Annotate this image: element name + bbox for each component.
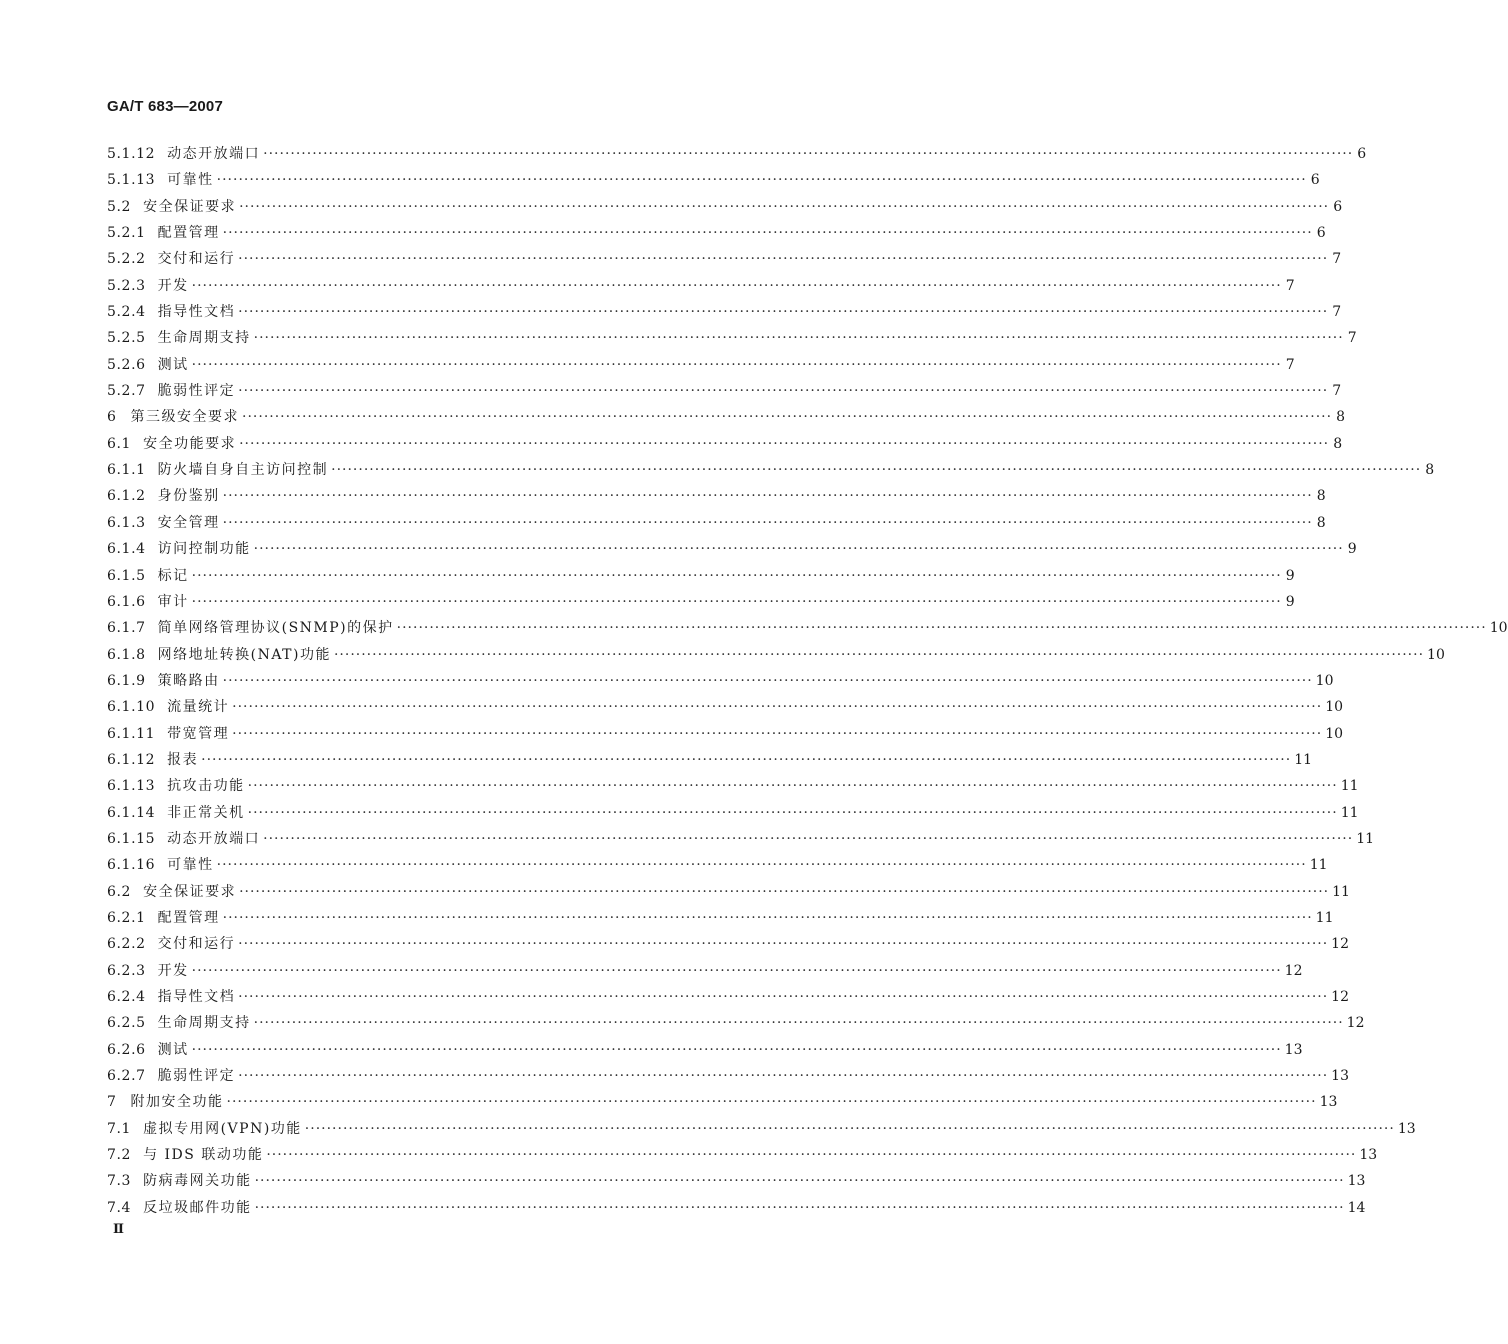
toc-entry-page: 7 [1285, 356, 1295, 373]
toc-entry-page: 7 [1332, 304, 1342, 321]
toc-entry-page: 13 [1359, 1147, 1378, 1164]
toc-entry[interactable] [107, 589, 1295, 615]
toc-leader-dots: ········································································································································································································ [331, 462, 1422, 479]
toc-entry-page: 12 [1331, 989, 1349, 1005]
toc-entry-title: 简单网络管理协议(SNMP)的保护 [157, 620, 394, 637]
toc-entry-page: 6 [1310, 172, 1320, 189]
toc-leader-dots: ········································································································································································································ [222, 225, 1313, 242]
toc-entry-number: 6.1.9 [107, 672, 146, 689]
toc-entry[interactable] [107, 1168, 1366, 1194]
toc-entry-number: 6.1.2 [107, 488, 146, 505]
toc-leader-dots: ········································································································································································································ [396, 620, 1487, 637]
toc-leader-dots: ········································································································································································································ [222, 514, 1313, 531]
toc-entry-title: 开发 [157, 962, 189, 979]
toc-entry-title: 附加安全功能 [130, 1094, 224, 1111]
toc-entry-number: 7.2 [107, 1147, 132, 1164]
toc-entry-title: 交付和运行 [157, 936, 236, 953]
toc-entry-title: 可靠性 [167, 172, 214, 189]
toc-leader-dots: ········································································································································································································ [222, 672, 1313, 689]
toc-leader-dots: ········································································································································································································ [238, 936, 1329, 953]
toc-entry[interactable] [107, 536, 1357, 562]
toc-leader-dots: ········································································································································································································ [191, 567, 1282, 584]
toc-entry-page: 6 [1357, 146, 1367, 162]
toc-entry[interactable] [107, 352, 1295, 378]
toc-entry-page: 13 [1331, 1068, 1349, 1085]
toc-entry-page: 8 [1316, 514, 1326, 531]
toc-entry-title: 非正常关机 [167, 804, 245, 821]
toc-leader-dots: ········································································································································································································ [254, 1199, 1345, 1216]
toc-entry-title: 可靠性 [167, 857, 214, 874]
toc-entry-page: 11 [1309, 857, 1328, 874]
toc-entry-page: 10 [1315, 672, 1334, 689]
toc-entry-title: 测试 [157, 1041, 189, 1058]
toc-entry[interactable] [107, 194, 1343, 220]
toc-entry-title: 反垃圾邮件功能 [143, 1199, 252, 1216]
toc-leader-dots: ········································································································································································································ [253, 1015, 1344, 1032]
toc-entry-page: 8 [1336, 409, 1346, 426]
toc-entry-page: 11 [1332, 883, 1350, 900]
toc-entry-number: 6.1.10 [107, 699, 156, 716]
toc-entry-title: 安全管理 [157, 514, 220, 531]
toc-entry-page: 10 [1489, 620, 1508, 637]
toc-entry-page: 11 [1294, 751, 1313, 768]
toc-entry-title: 带宽管理 [167, 725, 230, 742]
toc-entry-number: 7.1 [107, 1120, 132, 1137]
toc-entry-title: 生命周期支持 [157, 1015, 251, 1032]
toc-leader-dots: ········································································································································································································ [333, 646, 1425, 663]
toc-entry-number: 6.1 [107, 435, 132, 452]
toc-entry-number: 6.1.15 [107, 830, 156, 847]
toc-leader-dots: ········································································································································································································ [253, 330, 1344, 347]
toc-entry-title: 脆弱性评定 [157, 1068, 236, 1085]
toc-entry-page: 11 [1340, 778, 1359, 795]
toc-leader-dots: ········································································································································································································ [242, 409, 1333, 426]
toc-entry[interactable] [107, 220, 1326, 246]
toc-entry[interactable] [107, 642, 1445, 668]
toc-entry-title: 流量统计 [167, 699, 230, 716]
toc-leader-dots: ········································································································································································································ [238, 251, 1329, 268]
toc-leader-dots: ········································································································································································································ [247, 778, 1338, 795]
toc-entry-number: 5.1.12 [107, 146, 156, 162]
toc-entry-page: 9 [1347, 541, 1357, 558]
toc-entry[interactable] [107, 1195, 1366, 1221]
toc-entry[interactable] [107, 1116, 1416, 1142]
toc-leader-dots: ········································································································································································································ [238, 304, 1329, 321]
toc-entry-number: 6.2.3 [107, 962, 146, 979]
toc-entry[interactable] [107, 1063, 1349, 1089]
toc-entry-page: 13 [1397, 1120, 1416, 1137]
toc-entry[interactable] [107, 1037, 1303, 1063]
toc-leader-dots: ········································································································································································································ [201, 751, 1292, 768]
table-of-contents [107, 141, 1508, 1221]
toc-leader-dots: ········································································································································································································ [266, 1147, 1357, 1164]
toc-entry-title: 报表 [167, 751, 199, 768]
toc-entry-page: 12 [1346, 1015, 1365, 1032]
toc-entry-page: 12 [1284, 962, 1303, 979]
toc-leader-dots: ········································································································································································································ [238, 989, 1329, 1005]
toc-leader-dots: ········································································································································································································ [263, 830, 1354, 847]
toc-leader-dots: ········································································································································································································ [247, 804, 1338, 821]
toc-entry-page: 13 [1347, 1173, 1366, 1190]
toc-entry-page: 9 [1285, 567, 1295, 584]
toc-entry-number: 6.2.6 [107, 1041, 146, 1058]
toc-entry[interactable] [107, 299, 1342, 325]
toc-entry[interactable] [107, 694, 1344, 720]
toc-entry-number: 6.1.1 [107, 462, 146, 479]
toc-entry-number: 6.1.13 [107, 778, 156, 795]
toc-leader-dots: ········································································································································································································ [238, 1068, 1329, 1085]
toc-entry-title: 指导性文档 [157, 989, 236, 1005]
toc-entry-number: 6.1.12 [107, 751, 156, 768]
toc-entry[interactable] [107, 378, 1342, 404]
toc-entry-title: 安全保证要求 [143, 198, 237, 215]
toc-entry-number: 6.2 [107, 883, 132, 900]
toc-entry-page: 8 [1333, 435, 1343, 452]
toc-entry-number: 6.2.5 [107, 1015, 146, 1032]
toc-entry[interactable] [107, 510, 1326, 536]
toc-entry-number: 6.2.4 [107, 989, 146, 1005]
toc-leader-dots: ········································································································································································································ [222, 909, 1313, 926]
toc-entry[interactable] [107, 431, 1343, 457]
toc-entry-number: 6.1.4 [107, 541, 146, 558]
toc-entry-title: 与 IDS 联动功能 [143, 1147, 264, 1164]
toc-entry-title: 生命周期支持 [157, 330, 251, 347]
toc-entry-title: 策略路由 [157, 672, 220, 689]
toc-entry[interactable] [107, 747, 1313, 773]
toc-entry-page: 8 [1316, 488, 1326, 505]
toc-entry-title: 审计 [157, 593, 189, 610]
toc-entry-title: 第三级安全要求 [130, 409, 240, 426]
toc-entry-title: 交付和运行 [157, 251, 236, 268]
toc-entry-page: 8 [1425, 462, 1435, 479]
toc-entry[interactable] [107, 852, 1328, 878]
toc-leader-dots: ········································································································································································································ [191, 1041, 1282, 1058]
toc-entry-number: 7.3 [107, 1173, 132, 1190]
toc-entry-number: 5.2.1 [107, 225, 146, 242]
toc-entry-number: 6.1.11 [107, 725, 156, 742]
toc-entry[interactable] [107, 457, 1435, 483]
toc-entry[interactable] [107, 958, 1303, 984]
toc-entry-number: 6.2.2 [107, 936, 146, 953]
toc-leader-dots: ········································································································································································································ [232, 699, 1323, 716]
toc-entry-page: 6 [1333, 198, 1343, 215]
toc-entry-page: 11 [1356, 830, 1375, 847]
toc-leader-dots: ········································································································································································································ [216, 857, 1307, 874]
toc-leader-dots: ········································································································································································································ [216, 172, 1307, 189]
toc-entry[interactable] [107, 483, 1326, 509]
toc-entry-page: 10 [1427, 646, 1445, 663]
toc-entry-number: 5.2.4 [107, 304, 146, 321]
toc-entry[interactable] [107, 273, 1295, 299]
toc-entry[interactable] [107, 931, 1349, 957]
toc-entry-page: 10 [1325, 725, 1344, 742]
toc-entry-title: 指导性文档 [157, 304, 236, 321]
toc-entry-number: 5.2.2 [107, 251, 146, 268]
toc-leader-dots: ········································································································································································································ [239, 883, 1330, 900]
toc-leader-dots: ········································································································································································································ [191, 356, 1282, 373]
toc-entry[interactable] [107, 773, 1359, 799]
toc-entry[interactable] [107, 668, 1334, 694]
page-number-footer: Ⅱ [113, 1222, 124, 1237]
toc-entry-page: 14 [1347, 1199, 1366, 1216]
toc-entry-number: 6.2.7 [107, 1068, 146, 1085]
toc-entry-title: 开发 [157, 277, 189, 294]
toc-entry[interactable] [107, 984, 1349, 1010]
toc-entry-number: 5.2.5 [107, 330, 146, 347]
toc-entry-number: 6.2.1 [107, 909, 146, 926]
toc-entry[interactable] [107, 826, 1375, 852]
toc-leader-dots: ········································································································································································································ [232, 725, 1323, 742]
toc-entry-number: 6 [107, 409, 117, 426]
toc-entry-title: 安全保证要求 [143, 883, 237, 900]
toc-entry[interactable] [107, 141, 1367, 167]
toc-entry-page: 12 [1331, 936, 1349, 953]
toc-entry[interactable] [107, 325, 1357, 351]
toc-entry-page: 11 [1340, 804, 1359, 821]
toc-entry-title: 安全功能要求 [143, 435, 237, 452]
toc-entry-number: 6.1.5 [107, 567, 146, 584]
toc-entry-title: 标记 [157, 567, 189, 584]
toc-entry[interactable] [107, 721, 1344, 747]
toc-leader-dots: ········································································································································································································ [253, 541, 1344, 558]
toc-entry-page: 10 [1325, 699, 1344, 716]
toc-entry[interactable] [107, 167, 1320, 193]
toc-leader-dots: ········································································································································································································ [239, 198, 1330, 215]
toc-entry-number: 6.1.6 [107, 593, 146, 610]
toc-entry-title: 脆弱性评定 [157, 383, 236, 400]
toc-entry-title: 防病毒网关功能 [143, 1173, 252, 1190]
toc-entry-title: 身份鉴别 [157, 488, 220, 505]
toc-entry-title: 配置管理 [157, 225, 220, 242]
toc-entry-number: 5.1.13 [107, 172, 156, 189]
toc-entry[interactable] [107, 800, 1359, 826]
toc-entry-number: 6.1.3 [107, 514, 146, 531]
toc-entry-number: 7.4 [107, 1199, 132, 1216]
toc-entry-page: 11 [1315, 909, 1334, 926]
document-id-header: GA/T 683—2007 [107, 98, 223, 115]
toc-entry[interactable] [107, 1142, 1378, 1168]
toc-entry-page: 7 [1332, 251, 1342, 268]
toc-entry-number: 5.2.6 [107, 356, 146, 373]
toc-entry-page: 13 [1284, 1041, 1303, 1058]
toc-entry-number: 6.1.16 [107, 857, 156, 874]
toc-entry[interactable] [107, 905, 1334, 931]
toc-entry[interactable] [107, 404, 1346, 430]
toc-entry[interactable] [107, 879, 1350, 905]
toc-leader-dots: ········································································································································································································ [226, 1094, 1317, 1111]
toc-leader-dots: ········································································································································································································ [254, 1173, 1345, 1190]
toc-entry[interactable] [107, 615, 1508, 641]
toc-entry-title: 动态开放端口 [167, 146, 261, 162]
toc-entry[interactable] [107, 246, 1342, 272]
toc-leader-dots: ········································································································································································································ [238, 383, 1329, 400]
toc-entry-number: 5.2 [107, 198, 132, 215]
toc-entry[interactable] [107, 563, 1295, 589]
toc-leader-dots: ········································································································································································································ [263, 146, 1354, 162]
toc-leader-dots: ········································································································································································································ [191, 962, 1282, 979]
toc-entry-number: 6.1.14 [107, 804, 156, 821]
toc-entry-title: 访问控制功能 [157, 541, 251, 558]
toc-entry-title: 配置管理 [157, 909, 220, 926]
toc-entry-number: 6.1.8 [107, 646, 146, 663]
toc-leader-dots: ········································································································································································································ [191, 593, 1282, 610]
toc-entry-number: 5.2.3 [107, 277, 146, 294]
toc-entry-number: 6.1.7 [107, 620, 146, 637]
toc-entry-number: 7 [107, 1094, 117, 1111]
toc-entry-title: 虚拟专用网(VPN)功能 [143, 1120, 302, 1137]
toc-entry-page: 7 [1332, 383, 1342, 400]
toc-entry-number: 5.2.7 [107, 383, 146, 400]
toc-entry-page: 9 [1285, 593, 1295, 610]
toc-entry-title: 抗攻击功能 [167, 778, 245, 795]
toc-entry-page: 13 [1319, 1094, 1338, 1111]
toc-leader-dots: ········································································································································································································ [191, 277, 1282, 294]
toc-entry-title: 防火墙自身自主访问控制 [157, 462, 329, 479]
toc-entry-page: 7 [1285, 277, 1295, 294]
toc-entry-title: 网络地址转换(NAT)功能 [157, 646, 331, 663]
toc-entry-title: 动态开放端口 [167, 830, 261, 847]
toc-entry-page: 6 [1316, 225, 1326, 242]
toc-leader-dots: ········································································································································································································ [239, 435, 1330, 452]
toc-entry-page: 7 [1347, 330, 1357, 347]
toc-entry[interactable] [107, 1010, 1365, 1036]
toc-leader-dots: ········································································································································································································ [222, 488, 1313, 505]
toc-leader-dots: ········································································································································································································ [304, 1120, 1395, 1137]
toc-entry-title: 测试 [157, 356, 189, 373]
toc-entry[interactable] [107, 1089, 1338, 1115]
